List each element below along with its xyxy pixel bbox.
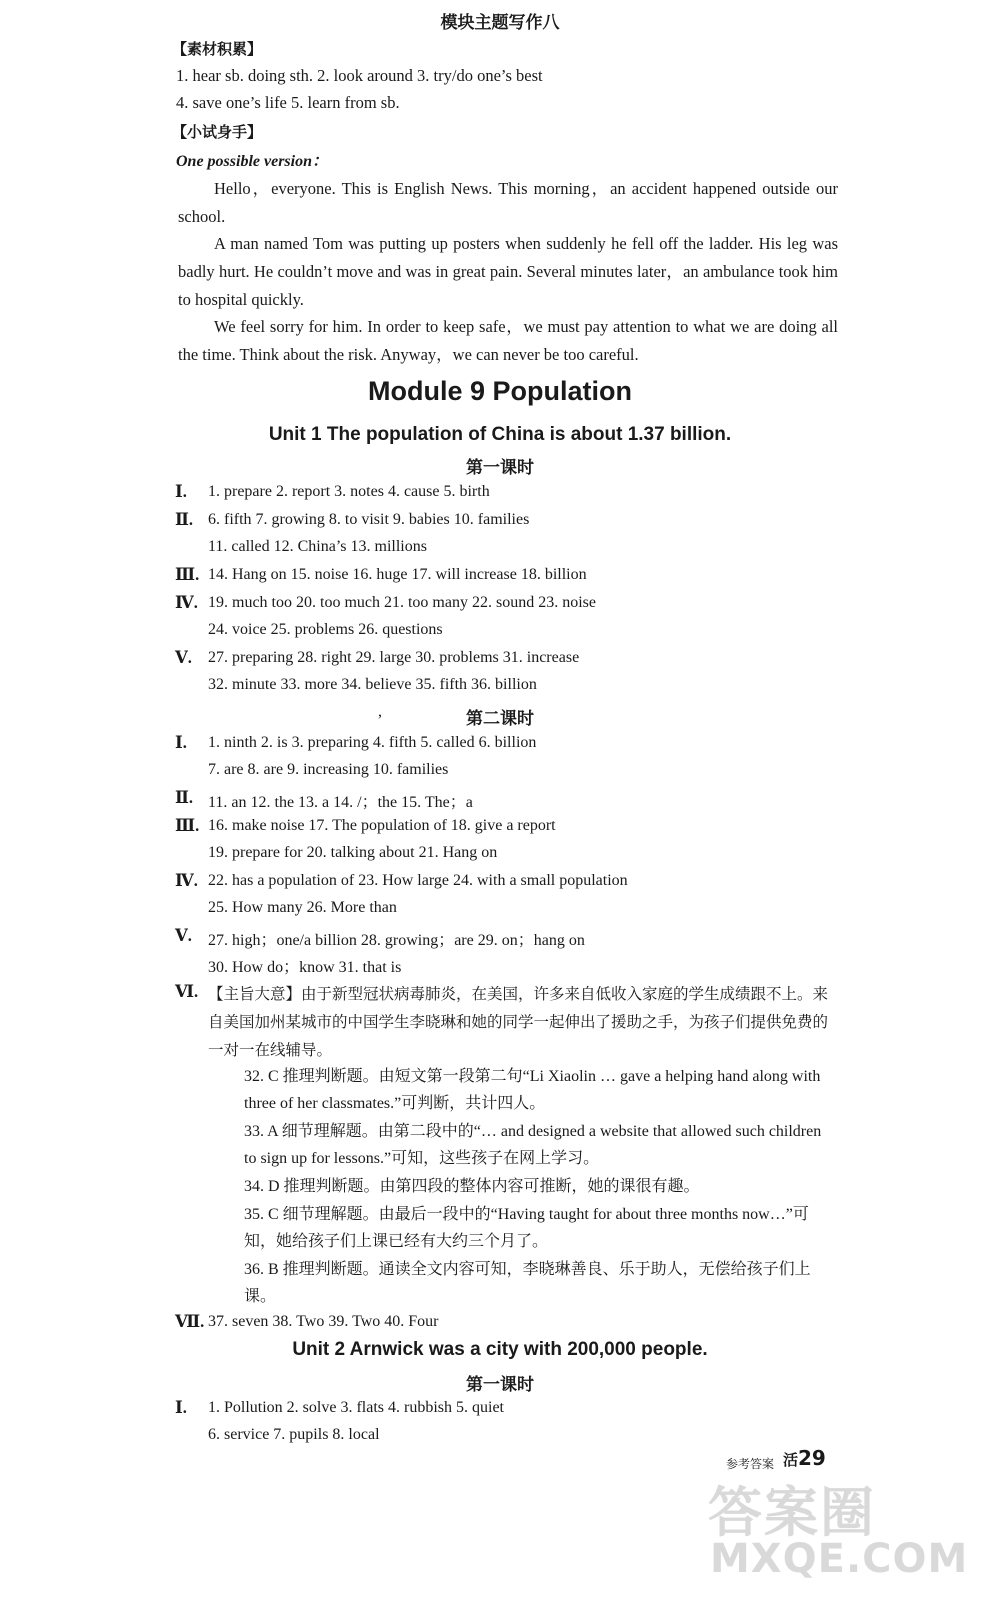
answer-row: 27. preparing 28. right 29. large 30. problems 31. increase (208, 649, 580, 666)
material-line-2: 4. save one’s life 5. learn from sb. (176, 93, 400, 112)
answer-row: 11. an 12. the 13. a 14. /；the 15. The；a (208, 794, 473, 811)
roman-numeral: Ⅰ. (175, 482, 187, 501)
answer-row: 27. high；one/a billion 28. growing；are 29. on；hang on (208, 932, 585, 949)
unit2-title: Unit 2 Arnwick was a city with 200,000 people. (292, 1339, 708, 1360)
material-tag: 【素材积累】 (172, 40, 263, 58)
answer-row: 1. Pollution 2. solve 3. flats 4. rubbish 5. quiet (208, 1399, 504, 1416)
module-title: Module 9 Population (368, 376, 632, 406)
answer-row: 16. make noise 17. The population of 18. give a report (208, 817, 556, 834)
page-prefix: 活 (783, 1451, 799, 1469)
stray-mark: , (378, 703, 382, 720)
unit1-title: Unit 1 The population of China is about 1.37 billion. (268, 424, 732, 445)
answer-row: 30. How do；know 31. that is (208, 959, 402, 976)
roman-numeral: Ⅴ. (175, 926, 192, 945)
section6-answer-34: 34. D 推理判断题。由第四段的整体内容可推断，她的课很有趣。 (244, 1178, 700, 1195)
footer-label: 参考答案 (726, 1457, 775, 1471)
roman-numeral: Ⅳ. (175, 593, 198, 612)
essay-paragraph-2: A man named Tom was putting up posters when suddenly he fell off the ladder. His leg was badly hurt. He couldn’t move and was in great pain. Several minutes later，an ambulance took him to hospital quickly. (178, 234, 838, 309)
answer-row: 7. are 8. are 9. increasing 10. families (208, 761, 449, 778)
writing-module-title: 模块主题写作八 (440, 13, 560, 33)
watermark-line2: MXQE.COM (710, 1536, 969, 1582)
lesson1-title: 第一课时 (466, 458, 534, 478)
roman-numeral: Ⅳ. (175, 871, 198, 890)
roman-numeral: Ⅱ. (175, 788, 194, 807)
answer-row: 19. much too 20. too much 21. too many 22. sound 23. noise (208, 594, 596, 611)
roman-numeral: Ⅱ. (175, 510, 194, 529)
answer-row: 6. service 7. pupils 8. local (208, 1426, 380, 1443)
page-number (783, 1446, 826, 1470)
answer-row: 14. Hang on 15. noise 16. huge 17. will increase 18. billion (208, 566, 587, 583)
section6-answer-33: 33. A 细节理解题。由第二段中的“… and designed a website that allowed such children to sign up for lessons.”可知，这些孩子在网上学习。 (244, 1123, 822, 1167)
answer-row: 11. called 12. China’s 13. millions (208, 538, 427, 555)
answer-row: 32. minute 33. more 34. believe 35. fifth 36. billion (208, 676, 537, 693)
essay-paragraph-1: Hello，everyone. This is English News. This morning，an accident happened outside our school. (178, 179, 838, 226)
roman-numeral: Ⅰ. (175, 1398, 187, 1417)
roman-numeral: Ⅶ. (175, 1312, 205, 1331)
answer-row: 22. has a population of 23. How large 24. with a small population (208, 872, 628, 889)
answer-row: 25. How many 26. More than (208, 899, 397, 916)
material-line-1: 1. hear sb. doing sth. 2. look around 3. try/do one’s best (176, 66, 543, 85)
lesson2-title: 第二课时 (466, 709, 534, 729)
section6-answer-36: 36. B 推理判断题。通读全文内容可知，李晓琳善良、乐于助人，无偿给孩子们上课。 (244, 1261, 811, 1305)
section6-summary: 【主旨大意】由于新型冠状病毒肺炎，在美国，许多来自低收入家庭的学生成绩跟不上。来自美国加州某城市的中国学生李晓琳和她的同学一起伸出了援助之手，为孩子们提供免费的一对一在线辅导。 (208, 985, 829, 1059)
try-tag: 【小试身手】 (172, 123, 263, 141)
answer-row: 24. voice 25. problems 26. questions (208, 621, 443, 638)
roman-numeral: Ⅲ. (175, 565, 200, 584)
answer-row: 6. fifth 7. growing 8. to visit 9. babies 10. families (208, 511, 530, 528)
watermark-line1: 答案圈 (708, 1481, 876, 1544)
watermark-logo (708, 1470, 978, 1590)
answer-row: 19. prepare for 20. talking about 21. Hang on (208, 844, 498, 861)
section6-answer-32: 32. C 推理判断题。由短文第一段第二句“Li Xiaolin … gave a helping hand along with three of her classmates.”可判断，共计四人。 (244, 1068, 821, 1112)
roman-numeral: Ⅲ. (175, 816, 200, 835)
page-number-value: 29 (798, 1446, 826, 1470)
unit2-lesson1-title: 第一课时 (466, 1375, 534, 1395)
roman-numeral: Ⅴ. (175, 648, 192, 667)
answer-row: 1. prepare 2. report 3. notes 4. cause 5. birth (208, 483, 490, 500)
essay-paragraph-3: We feel sorry for him. In order to keep safe，we must pay attention to what we are doing all the time. Think about the risk. Anyway，we can never be too careful. (178, 317, 838, 364)
version-label: One possible version： (176, 153, 329, 170)
answer-row: 37. seven 38. Two 39. Two 40. Four (208, 1313, 439, 1330)
answer-row: 1. ninth 2. is 3. preparing 4. fifth 5. called 6. billion (208, 734, 537, 751)
roman-numeral: Ⅵ. (175, 982, 199, 1001)
section6-answer-35: 35. C 细节理解题。由最后一段中的“Having taught for about three months now…”可知，她给孩子们上课已经有大约三个月了。 (244, 1206, 809, 1250)
roman-numeral: Ⅰ. (175, 733, 187, 752)
